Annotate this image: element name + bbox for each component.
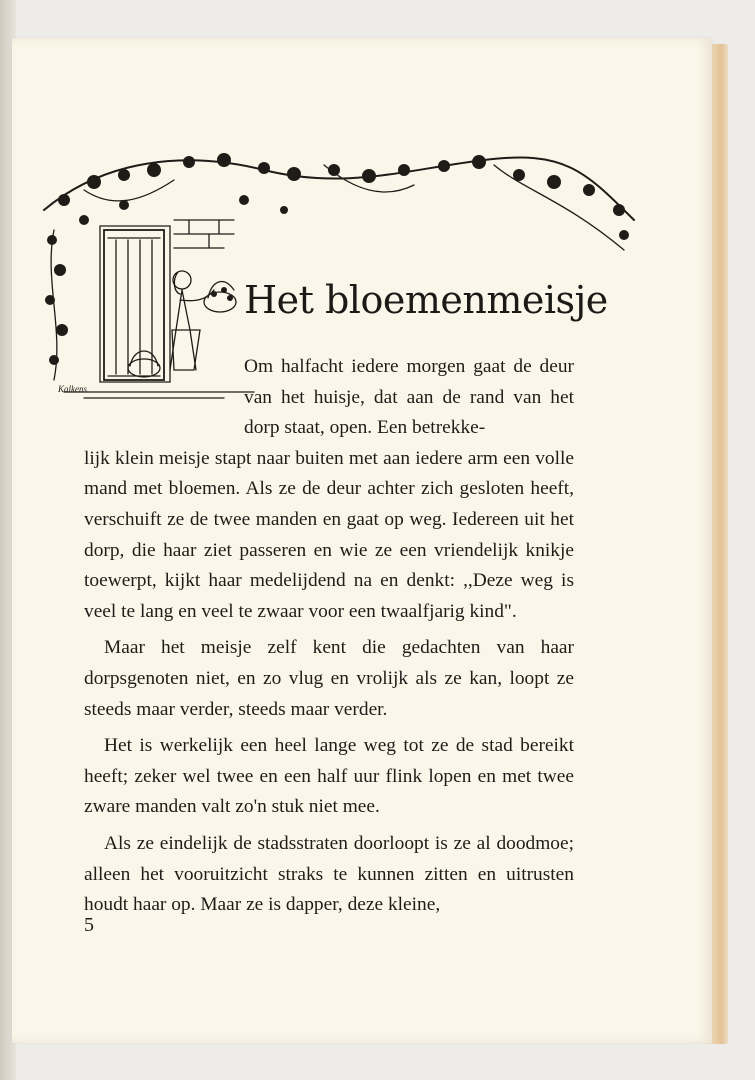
paragraph-4: Als ze eindelijk de stadsstraten doorloopt is ze al doodmoe; alleen het vooruitzicht straks te kunnen zitten en uitrusten houdt haar op. Maar ze is dapper, deze kleine,: [84, 832, 574, 916]
book-page: [12, 38, 712, 1043]
body-text: [84, 352, 574, 927]
illustration-signature: Kalkens: [58, 384, 87, 394]
page-number: 5: [84, 914, 94, 936]
paragraph-1-continued: lijk klein meisje stapt naar buiten met aan iedere arm een volle mand met bloemen. Als ze de deur achter zich gesloten heeft, verschuift ze de twee manden en gaat op weg. Iedereen uit het dorp, die haar ziet passeren en wie ze een vriendelijk knikje toewerpt, kijkt haar medelijdend na en denkt: ,,Deze weg is veel te lang en veel te zwaar voor een twaalfjarig kind".: [84, 447, 574, 622]
paragraph-3: Het is werkelijk een heel lange weg tot ze de stad bereikt heeft; zeker wel twee en een half uur flink lopen en met twee zware manden valt zo'n stuk niet mee.: [84, 735, 574, 818]
paragraph-2: Maar het meisje zelf kent die gedachten van haar dorpsgenoten niet, en zo vlug en vrolijk als ze kan, loopt ze steeds maar verder, steeds maar verder.: [84, 637, 574, 720]
paragraph-1-wrapped: Om halfacht iedere morgen gaat de deur van het huisje, dat aan de rand van het dorp staat, open. Een betrekke-: [244, 356, 574, 439]
chapter-title: Het bloemenmeisje: [244, 278, 608, 322]
